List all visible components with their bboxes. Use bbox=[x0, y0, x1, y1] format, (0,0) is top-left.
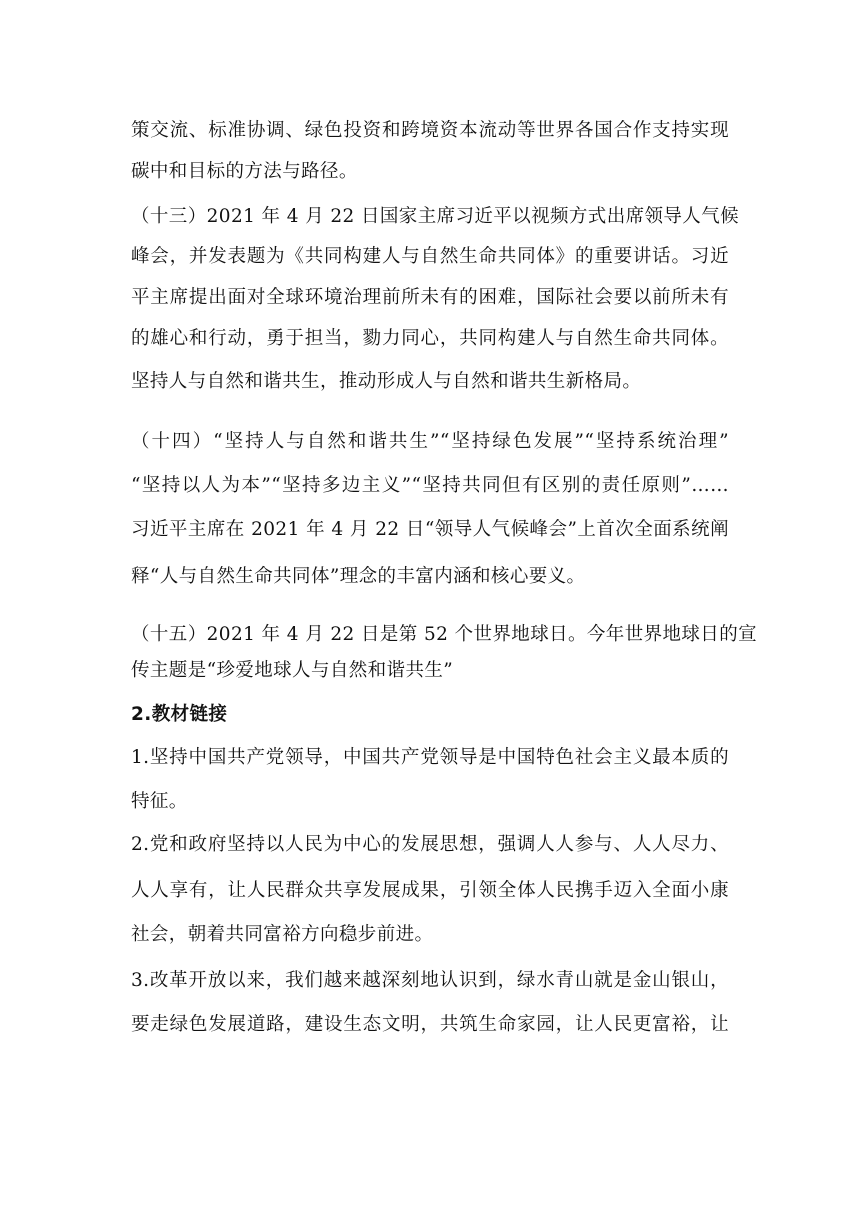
text-line: 要走绿色发展道路，建设生态文明，共筑生命家园，让人民更富裕，让 bbox=[131, 1014, 729, 1035]
text-line: 碳中和目标的方法与路径。 bbox=[131, 161, 358, 182]
text-line: 策交流、标准协调、绿色投资和跨境资本流动等世界各国合作支持实现 bbox=[131, 120, 729, 141]
text-line: （十四）“坚持人与自然和谐共生”“坚持绿色发展”“坚持系统治理” bbox=[131, 431, 729, 452]
text-line: 习近平主席在 2021 年 4 月 22 日“领导人气候峰会”上首次全面系统阐 bbox=[131, 519, 729, 540]
text-line: 的雄心和行动，勇于担当，勠力同心，共同构建人与自然生命共同体。 bbox=[131, 328, 729, 349]
text-line: 坚持人与自然和谐共生，推动形成人与自然和谐共生新格局。 bbox=[131, 371, 642, 392]
section-heading: 2.教材链接 bbox=[131, 704, 228, 725]
text-line: 传主题是“珍爱地球人与自然和谐共生” bbox=[131, 660, 454, 681]
text-line: 峰会，并发表题为《共同构建人与自然生命共同体》的重要讲话。习近 bbox=[131, 246, 729, 267]
text-line: 特征。 bbox=[131, 791, 188, 812]
text-line: 3.改革开放以来，我们越来越深刻地认识到，绿水青山就是金山银山， bbox=[131, 970, 729, 991]
text-line: 人人享有，让人民群众共享发展成果，引领全体人民携手迈入全面小康 bbox=[131, 880, 729, 901]
text-line: “坚持以人为本”“坚持多边主义”“坚持共同但有区别的责任原则”…… bbox=[131, 475, 729, 496]
text-line: 释“人与自然生命共同体”理念的丰富内涵和核心要义。 bbox=[131, 566, 586, 587]
text-line: 社会，朝着共同富裕方向稳步前进。 bbox=[131, 924, 434, 945]
text-line: （十五）2021 年 4 月 22 日是第 52 个世界地球日。今年世界地球日的宣 bbox=[131, 624, 757, 645]
text-line: 平主席提出面对全球环境治理前所未有的困难，国际社会要以前所未有 bbox=[131, 287, 729, 308]
text-line: （十三）2021 年 4 月 22 日国家主席习近平以视频方式出席领导人气候 bbox=[131, 206, 739, 227]
text-line: 1.坚持中国共产党领导，中国共产党领导是中国特色社会主义最本质的 bbox=[131, 747, 729, 768]
text-line: 2.党和政府坚持以人民为中心的发展思想，强调人人参与、人人尽力、 bbox=[131, 834, 729, 855]
